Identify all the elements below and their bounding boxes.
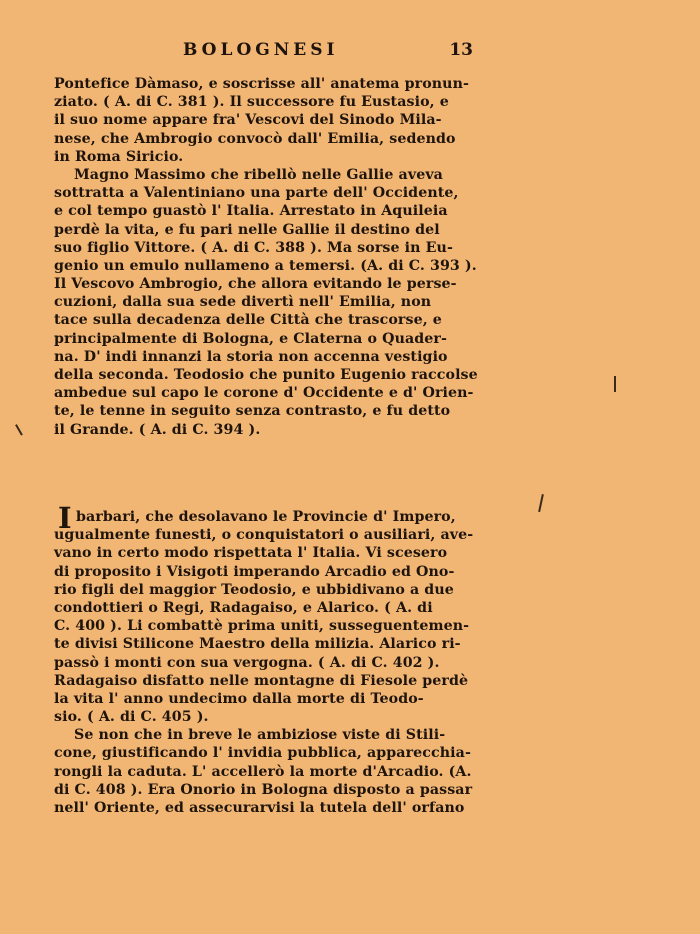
text-line: nese, che Ambrogio convocò dall' Emilia, sedendo [54,130,456,147]
text-line: te, le tenne in seguito senza contrasto, e fu detto [54,403,451,420]
text-line: Pontefice Dàmaso, e soscrisse all' anatema pronun- [54,76,469,92]
text-line: in Roma Siricio. [54,148,184,165]
running-title: BOLOGNESI [183,40,339,60]
drop-cap: I [58,501,72,535]
text-line: Magno Massimo che ribellò nelle Gallie aveva [74,166,443,183]
ink-mark [15,424,22,435]
text-line [54,501,498,535]
text-line: genio un emulo nullameno a temersi. (A. di C. 393 ). [54,257,477,274]
text-line: sio. ( A. di C. 405 ). [54,709,209,726]
text-line: ziato. ( A. di C. 381 ). Il successore fu Eustasio, e [54,94,449,111]
paragraph-3 [54,501,498,726]
text-line: vano in certo modo rispettata l' Italia. Vi scesero [54,545,448,562]
text-line: di C. 408 ). Era Onorio in Bologna disposto a passar [54,781,473,798]
running-head [183,40,473,64]
paragraph-2 [54,166,498,439]
text-line: ambedue sul capo le corone d' Occidente e d' Orien- [54,385,474,402]
text-line: Se non che in breve le ambiziose viste di Stili- [74,727,446,744]
text-line: passò i monti con sua vergogna. ( A. di C. 402 ). [54,654,440,671]
text-line: na. D' indi innanzi la storia non accenna vestigio [54,348,448,365]
text-line: nell' Oriente, ed assecurarvisi la tutela dell' orfano [54,800,465,816]
ink-mark [614,376,616,392]
paragraph-4 [54,726,498,817]
text-line: rio figli del maggior Teodosio, e ubbidivano a due [54,581,454,598]
paragraph-1 [54,75,498,166]
text-line: suo figlio Vittore. ( A. di C. 388 ). Ma sorse in Eu- [54,239,453,256]
text-line: la vita l' anno undecimo dalla morte di Teodo- [54,690,424,707]
text-line: Il Vescovo Ambrogio, che allora evitando le perse- [54,276,457,293]
text-line-content: barbari, che desolavano le Provincie d' Impero, [76,509,456,525]
text-line: il Grande. ( A. di C. 394 ). [54,421,261,438]
text-block-lower [54,501,498,817]
text-line: te divisi Stilicone Maestro della milizia. Alarico ri- [54,636,461,653]
text-line: Radagaiso disfatto nelle montagne di Fiesole perdè [54,672,469,689]
text-line: sottratta a Valentiniano una parte dell' Occidente, [54,185,459,202]
text-block-upper [54,75,498,439]
text-line: il suo nome appare fra' Vescovi del Sinodo Mila- [54,112,442,129]
text-line: cone, giustificando l' invidia pubblica, apparecchia- [54,745,471,762]
text-line: della seconda. Teodosio che punito Eugenio raccolse [54,367,478,383]
text-line: cuzioni, dalla sua sede divertì nell' Emilia, non [54,294,432,311]
text-line: principalmente di Bologna, e Claterna o Quader- [54,330,447,347]
page-number: 13 [449,40,473,60]
text-line: ugualmente funesti, o conquistatori o ausiliari, ave- [54,527,474,544]
text-line: di proposito i Visigoti imperando Arcadio ed Ono- [54,563,455,580]
ink-mark [538,494,543,512]
text-line: e col tempo guastò l' Italia. Arrestato in Aquileia [54,203,448,220]
text-line: C. 400 ). Li combattè prima uniti, susseguentemen- [54,618,470,635]
text-line: condottieri o Regi, Radagaiso, e Alarico. ( A. di [54,599,433,616]
text-line: rongli la caduta. L' accellerò la morte d'Arcadio. (A. [54,763,472,780]
text-line: perdè la vita, e fu pari nelle Gallie il destino del [54,221,440,238]
text-line: tace sulla decadenza delle Città che trascorse, e [54,312,442,329]
